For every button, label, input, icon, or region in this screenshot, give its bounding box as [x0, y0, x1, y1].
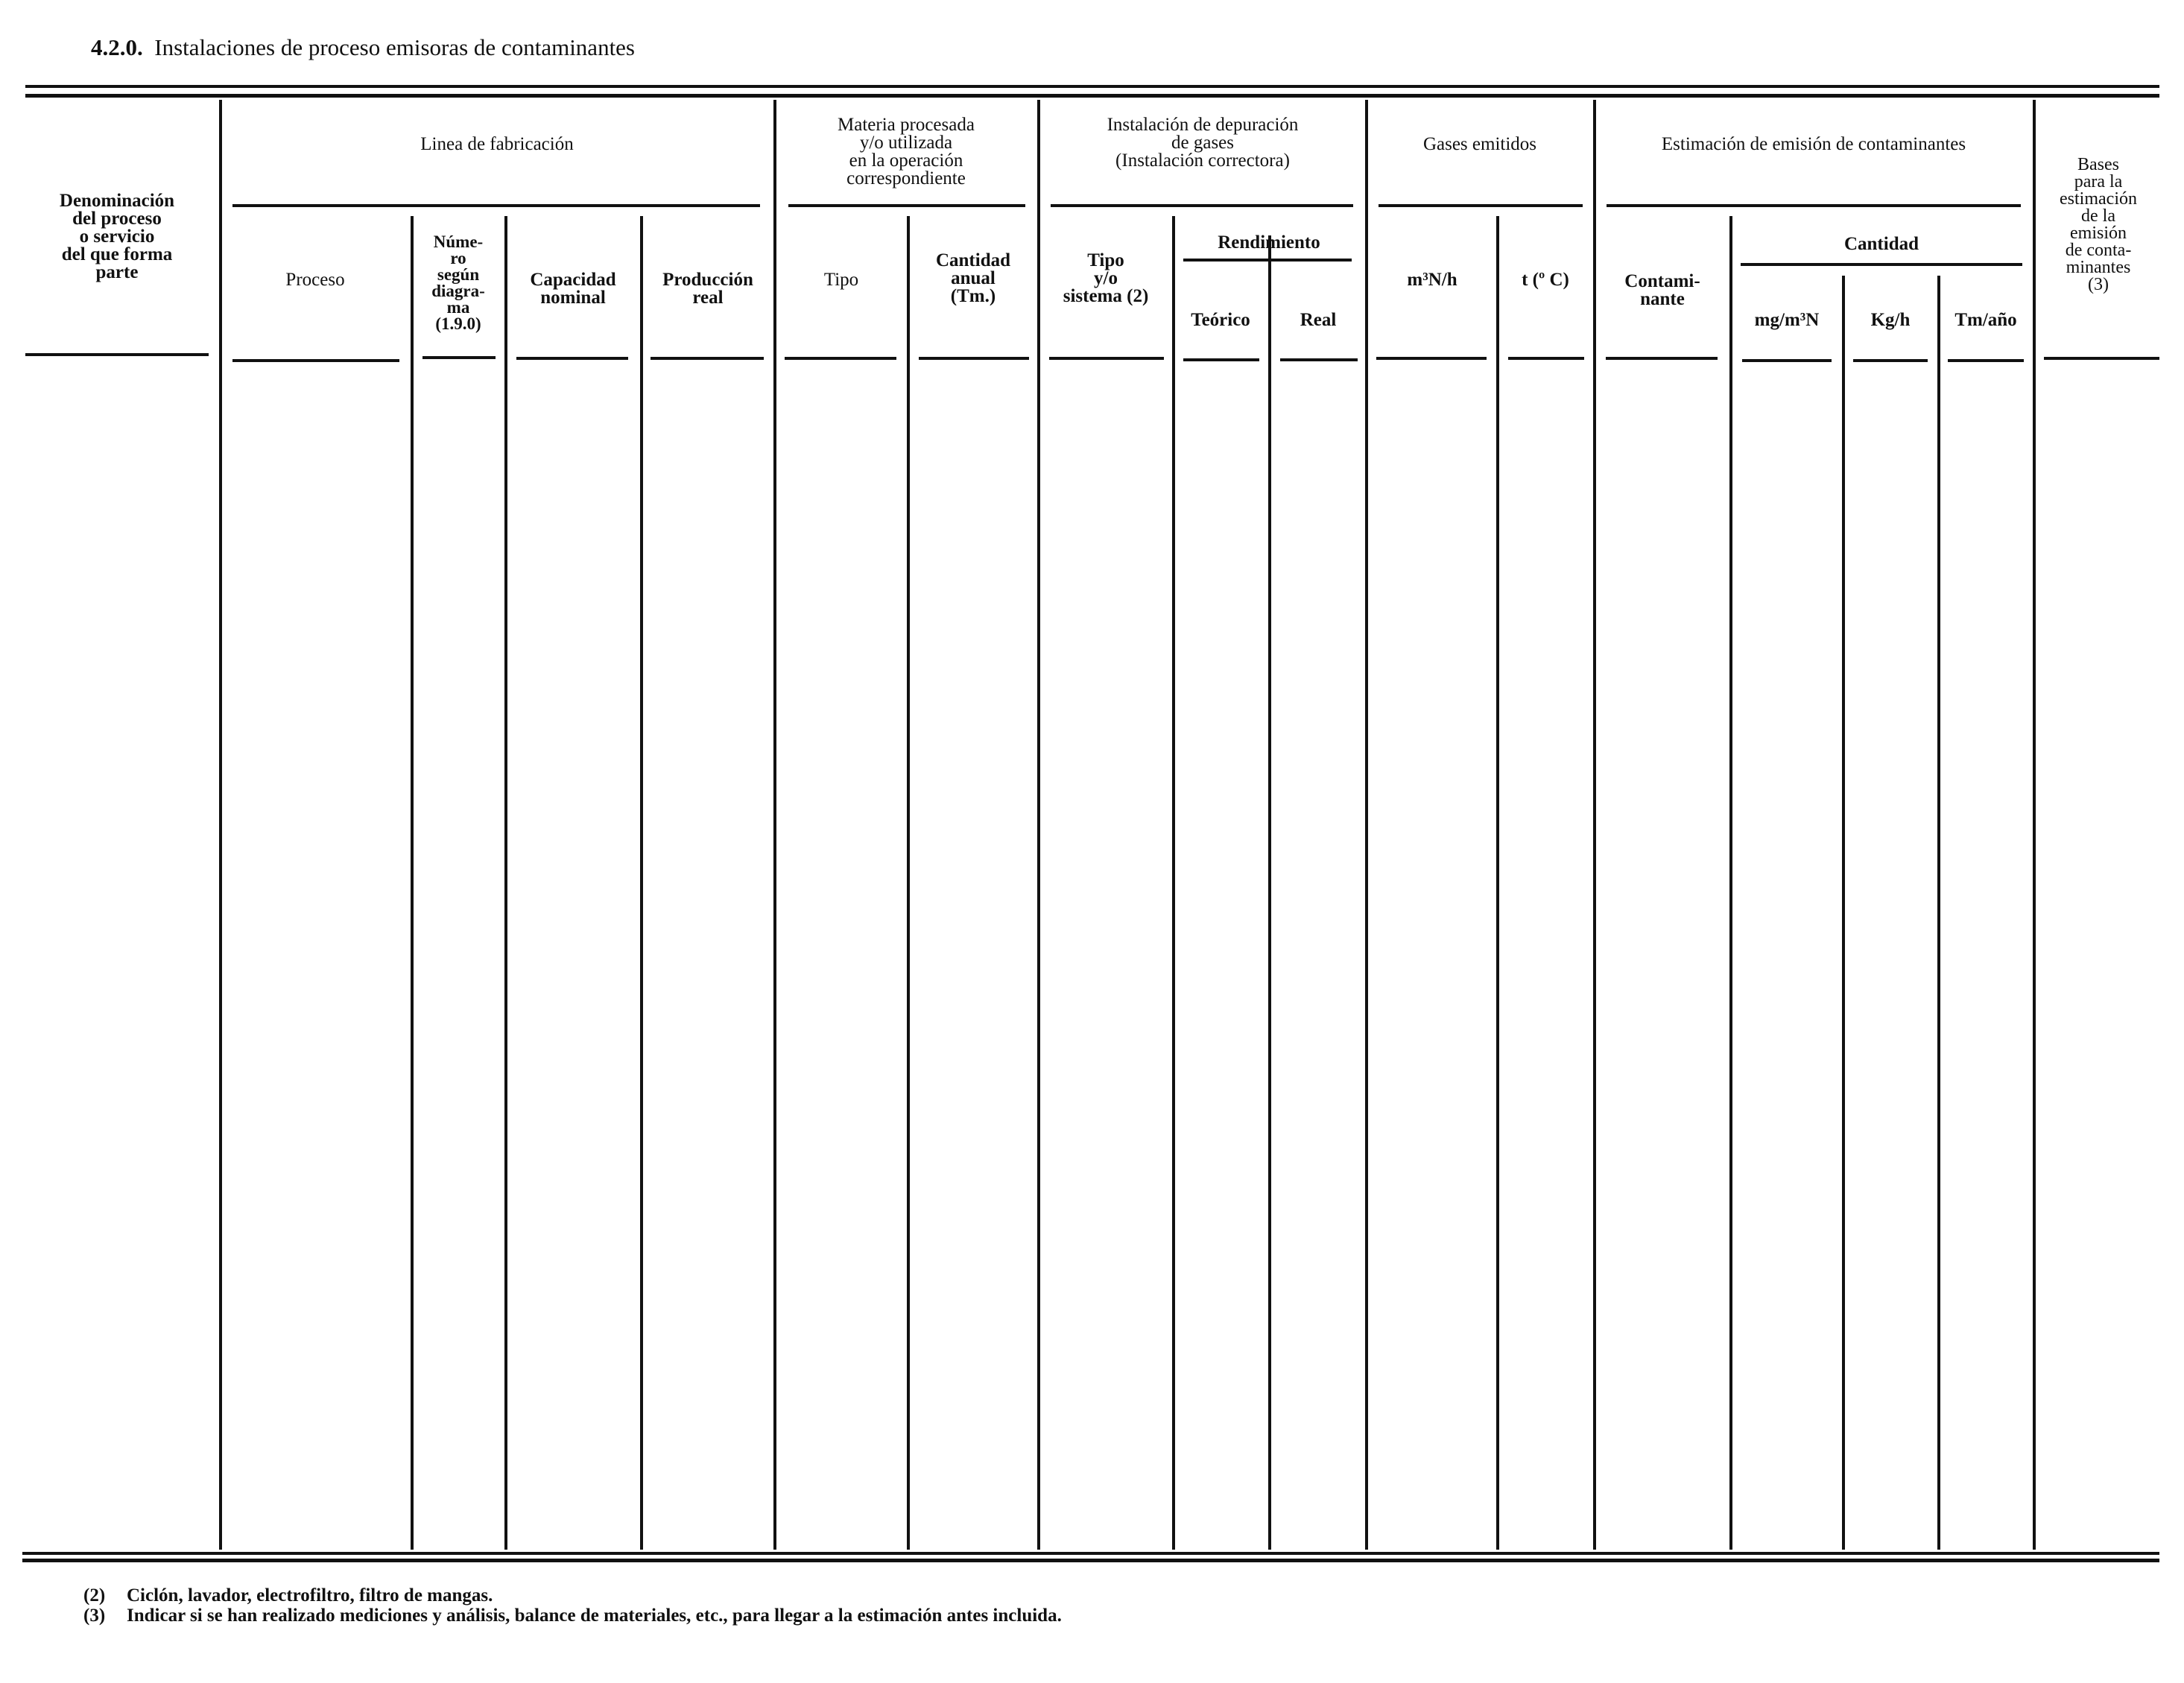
col-underline: [1606, 357, 1718, 360]
col-underline: [25, 353, 209, 356]
col-divider: [1937, 276, 1940, 1550]
header-temperatura: t (º C): [1522, 270, 1569, 290]
group-underline: [1051, 204, 1353, 207]
table-top-rule-2: [25, 94, 2159, 98]
header-proceso: Proceso: [285, 270, 345, 290]
group-underline: [232, 204, 760, 207]
header-materia-procesada: Materia procesada y/o utilizada en la operación correspondiente: [838, 115, 975, 188]
footnote-3: (3) Indicar si se han realizado mediciones y análisis, balance de materiales, etc., para llegar a la estimación antes incluida.: [83, 1606, 1062, 1626]
footnote-2: (2) Ciclón, lavador, electrofiltro, filtro de mangas.: [83, 1585, 493, 1606]
col-divider: [1037, 100, 1040, 1550]
col-divider: [219, 100, 222, 1550]
group-underline: [1607, 204, 2021, 207]
footnotes: [83, 1585, 1062, 1626]
col-divider: [1172, 216, 1175, 1550]
col-divider: [640, 216, 643, 1550]
table-bottom-rule: [22, 1552, 2159, 1555]
col-divider: [1842, 276, 1845, 1550]
header-tm-ano: Tm/año: [1954, 310, 2017, 330]
col-divider: [1365, 100, 1368, 1550]
col-underline: [516, 357, 628, 360]
subgroup-underline: [1741, 263, 2022, 266]
section-number: 4.2.0.: [91, 34, 143, 60]
header-kg-h: Kg/h: [1870, 310, 1911, 330]
col-divider: [504, 216, 507, 1550]
col-divider: [1729, 216, 1732, 1550]
col-underline: [1742, 359, 1832, 362]
col-underline: [651, 357, 764, 360]
col-divider: [411, 216, 414, 1550]
header-cantidad-anual: Cantidad anual (Tm.): [935, 250, 1011, 306]
col-underline: [785, 357, 896, 360]
col-underline: [2044, 357, 2159, 360]
col-divider: [1496, 216, 1499, 1550]
header-tipo: Tipo: [823, 270, 859, 290]
table-bottom-rule-2: [22, 1559, 2159, 1562]
header-mg-m3n: mg/m³N: [1754, 310, 1820, 330]
col-underline: [232, 359, 399, 362]
header-produccion-real: Producción real: [662, 270, 753, 308]
header-contaminante: Contami- nante: [1624, 271, 1700, 309]
header-linea-fabricacion: Linea de fabricación: [420, 134, 574, 154]
header-estimacion-emision: Estimación de emisión de contaminantes: [1661, 134, 1966, 154]
col-underline: [1853, 359, 1928, 362]
header-cantidad: Cantidad: [1843, 234, 1919, 254]
col-underline: [422, 356, 496, 359]
header-real: Real: [1300, 310, 1337, 330]
section-title: [91, 34, 635, 61]
subgroup-underline: [1183, 259, 1352, 262]
header-rendimiento: Rendimiento: [1218, 232, 1320, 253]
header-capacidad-nominal: Capacidad nominal: [530, 270, 616, 308]
col-underline: [919, 357, 1029, 360]
header-m3nh: m³N/h: [1407, 270, 1457, 290]
header-denominacion: Denominación del proceso o servicio del que forma parte: [59, 191, 175, 282]
header-gases-emitidos: Gases emitidos: [1422, 134, 1537, 154]
section-title-text: Instalaciones de proceso emisoras de contaminantes: [154, 34, 635, 60]
col-divider: [1593, 100, 1596, 1550]
header-bases-estimacion: Bases para la estimación de la emisión de conta- minantes (3): [2060, 155, 2137, 294]
col-divider: [1268, 235, 1271, 1550]
col-divider: [907, 216, 910, 1550]
table-top-rule: [25, 85, 2159, 88]
header-teorico: Teórico: [1191, 310, 1250, 330]
header-numero-diagrama: Núme- ro según diagra- ma (1.9.0): [431, 232, 485, 333]
col-underline: [1508, 357, 1584, 360]
col-underline: [1280, 358, 1358, 361]
header-tipo-sistema: Tipo y/o sistema (2): [1063, 250, 1149, 306]
header-instalacion-depuracion: Instalación de depuración de gases (Instalación correctora): [1107, 115, 1299, 171]
group-underline: [788, 204, 1025, 207]
col-underline: [1376, 357, 1487, 360]
col-divider: [2033, 100, 2036, 1550]
col-divider: [773, 100, 776, 1550]
col-underline: [1948, 359, 2024, 362]
col-underline: [1183, 358, 1259, 361]
col-underline: [1049, 357, 1164, 360]
group-underline: [1379, 204, 1583, 207]
